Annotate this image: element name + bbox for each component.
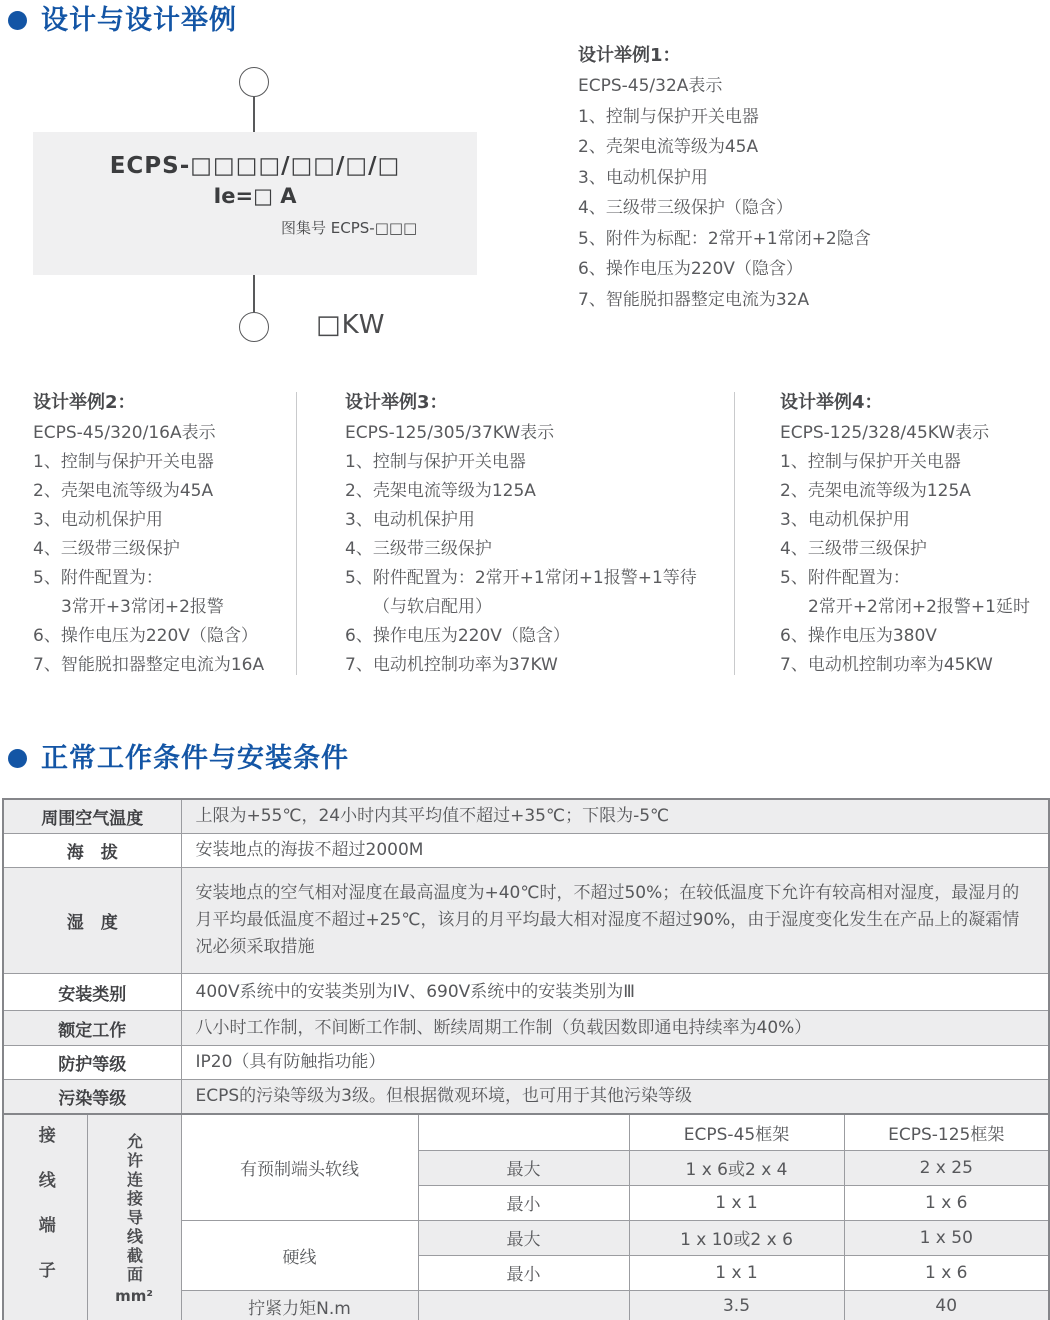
- motor-power-label: □KW: [316, 310, 386, 340]
- max-label: 最大: [418, 1220, 629, 1255]
- condition-value: 安装地点的空气相对湿度在最高温度为+40℃时，不超过50%；在较低温度下允许有较高相对湿度，最湿月的月平均最低温度不超过+25℃，该月的月平均最大相对湿度不超过90%，由于湿度变化发生在产品上的凝霜情况必须采取措施: [181, 868, 1049, 974]
- example-title: 设计举例2：: [33, 392, 136, 413]
- condition-value: 400V系统中的安装类别为IV、690V系统中的安装类别为Ⅲ: [181, 974, 1049, 1011]
- example-item: （与软启配用）: [373, 597, 492, 617]
- model-code-diagram: [33, 55, 477, 350]
- condition-row: [3, 799, 1049, 834]
- rated-current-text: Ie=□ A: [213, 184, 297, 208]
- condition-value: 上限为+55℃，24小时内其平均值不超过+35℃；下限为-5℃: [181, 799, 1049, 834]
- frame-45-header: ECPS-45框架: [629, 1114, 844, 1150]
- design-example-4: [780, 387, 1030, 680]
- motor-circle: [239, 312, 269, 342]
- example-subtitle: ECPS-125/328/45KW表示: [780, 423, 990, 443]
- atlas-number-text: 图集号 ECPS-□□□: [281, 219, 418, 237]
- hard-max-45-value: 1 x 10或2 x 6: [629, 1220, 844, 1255]
- example-item: 4、三级带三级保护（隐含）: [578, 198, 793, 218]
- condition-row: [3, 868, 1049, 974]
- soft-wire-label: 有预制端头软线: [181, 1114, 418, 1220]
- working-conditions-table: [2, 798, 1050, 1115]
- example-item: 6、操作电压为220V（隐含）: [345, 626, 570, 646]
- terminal-wiring-table: [2, 1113, 1050, 1320]
- condition-label: 海 拔: [3, 834, 181, 868]
- example-subtitle: ECPS-125/305/37KW表示: [345, 423, 555, 443]
- design-example-3: [345, 387, 697, 680]
- example-item: 6、操作电压为220V（隐含）: [578, 259, 803, 279]
- example-title: 设计举例3：: [345, 392, 448, 413]
- condition-row: [3, 1011, 1049, 1046]
- soft-min-125-value: 1 x 6: [844, 1185, 1049, 1220]
- design-example-1: [578, 40, 871, 315]
- column-divider: [734, 392, 735, 675]
- example-item: 5、附件配置为：2常开+1常闭+1报警+1等待: [345, 568, 697, 588]
- example-subtitle: ECPS-45/320/16A表示: [33, 423, 216, 443]
- example-item: 2、壳架电流等级为125A: [345, 481, 536, 501]
- design-section-header: [8, 6, 237, 36]
- terminal-side-label: [3, 1114, 87, 1320]
- example-item: 2常开+2常闭+2报警+1延时: [808, 597, 1030, 617]
- condition-row: [3, 834, 1049, 868]
- conditions-tables: [2, 798, 1048, 1320]
- conditions-section-header: [8, 744, 349, 774]
- soft-min-45-value: 1 x 1: [629, 1185, 844, 1220]
- design-section-title: 设计与设计举例: [41, 5, 237, 36]
- design-example-2: [33, 387, 264, 680]
- column-divider: [296, 392, 297, 675]
- condition-label: 周围空气温度: [3, 799, 181, 834]
- example-item: 7、电动机控制功率为45KW: [780, 655, 993, 675]
- example-item: 5、附件配置为：: [33, 568, 163, 588]
- cross-section-unit: mm²: [115, 1286, 153, 1305]
- condition-row: [3, 1046, 1049, 1080]
- model-code-text: ECPS-□□□□/□□/□/□: [109, 153, 401, 179]
- cross-section-label-text: 允许连接导线截面: [124, 1132, 144, 1285]
- hard-max-125-value: 1 x 50: [844, 1220, 1049, 1255]
- example-item: 4、三级带三级保护: [33, 539, 180, 559]
- condition-value: 八小时工作制，不间断工作制、断续周期工作制（负载因数即通电持续率为40%）: [181, 1011, 1049, 1046]
- condition-label: 污染等级: [3, 1080, 181, 1115]
- frame-125-header: ECPS-125框架: [844, 1114, 1049, 1150]
- example-item: 3、电动机保护用: [345, 510, 475, 530]
- condition-value: 安装地点的海拔不超过2000M: [181, 834, 1049, 868]
- condition-value: ECPS的污染等级为3级。但根据微观环境，也可用于其他污染等级: [181, 1080, 1049, 1115]
- max-label: 最大: [418, 1150, 629, 1185]
- example-item: 6、操作电压为220V（隐含）: [33, 626, 258, 646]
- terminal-side-label-text: 接线端子: [34, 1126, 55, 1306]
- supply-terminal-circle: [239, 67, 269, 97]
- min-label: 最小: [418, 1255, 629, 1290]
- example-subtitle: ECPS-45/32A表示: [578, 76, 723, 96]
- example-item: 4、三级带三级保护: [780, 539, 927, 559]
- example-title: 设计举例1：: [578, 45, 681, 66]
- example-item: 3、电动机保护用: [578, 167, 708, 188]
- example-title: 设计举例4：: [780, 392, 883, 413]
- frame-header-row: [3, 1114, 1049, 1150]
- empty-cell: [418, 1290, 629, 1320]
- example-item: 3、电动机保护用: [33, 510, 163, 530]
- example-item: 2、壳架电流等级为125A: [780, 481, 971, 501]
- condition-row: [3, 974, 1049, 1011]
- example-item: 5、附件为标配：2常开+1常闭+2隐含: [578, 228, 871, 249]
- hard-min-45-value: 1 x 1: [629, 1255, 844, 1290]
- cross-section-label: [87, 1114, 181, 1320]
- condition-label: 额定工作: [3, 1011, 181, 1046]
- example-item: 7、电动机控制功率为37KW: [345, 655, 558, 675]
- example-item: 3、电动机保护用: [780, 510, 910, 530]
- connector-line-bottom: [253, 275, 255, 312]
- torque-label: 拧紧力矩N.m: [181, 1290, 418, 1320]
- soft-max-125-value: 2 x 25: [844, 1150, 1049, 1185]
- hard-wire-label: 硬线: [181, 1220, 418, 1290]
- example-item: 1、控制与保护开关电器: [578, 106, 759, 127]
- conditions-section-title: 正常工作条件与安装条件: [41, 743, 349, 774]
- example-item: 2、壳架电流等级为45A: [33, 481, 214, 501]
- example-item: 1、控制与保护开关电器: [345, 452, 526, 472]
- condition-label: 防护等级: [3, 1046, 181, 1080]
- connector-line-top: [253, 97, 255, 132]
- example-item: 7、智能脱扣器整定电流为32A: [578, 289, 810, 310]
- condition-row: [3, 1080, 1049, 1115]
- model-code-box: [33, 132, 477, 275]
- condition-label: 湿 度: [3, 868, 181, 974]
- soft-max-45-value: 1 x 6或2 x 4: [629, 1150, 844, 1185]
- example-item: 1、控制与保护开关电器: [33, 452, 214, 472]
- example-item: 5、附件配置为：: [780, 568, 910, 588]
- condition-value: IP20（具有防触指功能）: [181, 1046, 1049, 1080]
- example-item: 1、控制与保护开关电器: [780, 452, 961, 472]
- torque-45-value: 3.5: [629, 1290, 844, 1320]
- example-item: 3常开+3常闭+2报警: [61, 597, 224, 617]
- hard-min-125-value: 1 x 6: [844, 1255, 1049, 1290]
- example-item: 7、智能脱扣器整定电流为16A: [33, 655, 265, 675]
- bullet-circle-icon: [8, 11, 27, 30]
- bullet-circle-icon: [8, 749, 27, 768]
- example-item: 4、三级带三级保护: [345, 539, 492, 559]
- torque-125-value: 40: [844, 1290, 1049, 1320]
- condition-label: 安装类别: [3, 974, 181, 1011]
- min-label: 最小: [418, 1185, 629, 1220]
- empty-header-cell: [418, 1114, 629, 1150]
- example-item: 2、壳架电流等级为45A: [578, 137, 759, 157]
- example-item: 6、操作电压为380V: [780, 626, 937, 646]
